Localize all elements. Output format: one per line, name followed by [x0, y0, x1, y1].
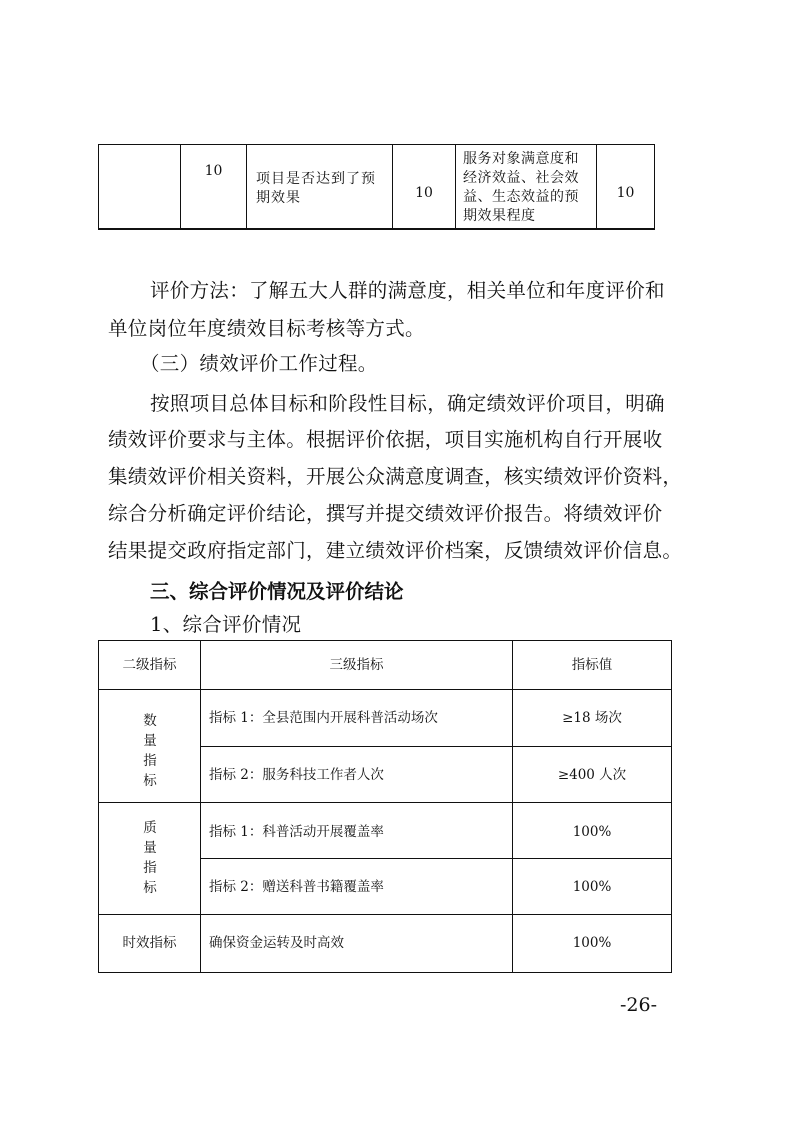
top-table-cell-score: 10 — [204, 163, 223, 179]
page-number: -26- — [620, 994, 658, 1016]
header-indicator-value: 指标值 — [571, 657, 613, 673]
group-timeliness-indicator: 时效指标 — [122, 935, 177, 951]
row-quantity-indicator-2: 指标 2：服务科技工作者人次 — [209, 767, 384, 783]
top-table-cell-score-3: 10 — [616, 185, 635, 201]
paragraph-process-title: （三）绩效评价工作过程。 — [140, 352, 378, 375]
top-table-cell-score-2: 10 — [415, 185, 433, 201]
paragraph-process-line1: 按照项目总体目标和阶段性目标，确定绩效评价项目，明确 — [150, 392, 665, 415]
group-quality-indicator: 质量指标 — [143, 820, 157, 896]
row-quality-indicator-2: 指标 2：赠送科普书籍覆盖率 — [209, 879, 384, 895]
paragraph-process-line5: 结果提交政府指定部门，建立绩效评价档案，反馈绩效评价信息。 — [108, 539, 683, 562]
row-quantity-value-1: ≥18 场次 — [562, 710, 622, 726]
paragraph-process-line2: 绩效评价要求与主体。根据评价依据，项目实施机构自行开展收 — [108, 428, 663, 451]
paragraph-evaluation-method-line2: 单位岗位年度绩效目标考核等方式。 — [108, 317, 425, 340]
section-heading: 三、综合评价情况及评价结论 — [150, 580, 404, 603]
row-timeliness-indicator-1: 确保资金运转及时高效 — [209, 935, 344, 951]
row-quality-indicator-1: 指标 1：科普活动开展覆盖率 — [209, 824, 384, 840]
row-quantity-value-2: ≥400 人次 — [557, 767, 627, 783]
row-timeliness-value-1: 100% — [572, 935, 612, 951]
header-level3-indicator: 三级指标 — [329, 657, 384, 673]
sub-heading: 1、综合评价情况 — [150, 613, 302, 636]
top-table-cell-description: 服务对象满意度和经济效益、社会效益、生态效益的预期效果程度 — [463, 151, 579, 224]
paragraph-process-line3: 集绩效评价相关资料，开展公众满意度调查，核实绩效评价资料， — [108, 465, 683, 488]
row-quality-value-2: 100% — [572, 879, 612, 895]
paragraph-evaluation-method-line1: 评价方法：了解五大人群的满意度，相关单位和年度评价和 — [150, 279, 665, 302]
row-quality-value-1: 100% — [572, 824, 612, 840]
top-table-cell-criterion: 项目是否达到了预期效果 — [256, 171, 376, 206]
header-level2-indicator: 二级指标 — [122, 657, 177, 673]
row-quantity-indicator-1: 指标 1：全县范围内开展科普活动场次 — [209, 710, 438, 726]
group-quantity-indicator: 数量指标 — [143, 713, 157, 789]
paragraph-process-line4: 综合分析确定评价结论，撰写并提交绩效评价报告。将绩效评价 — [108, 502, 663, 525]
